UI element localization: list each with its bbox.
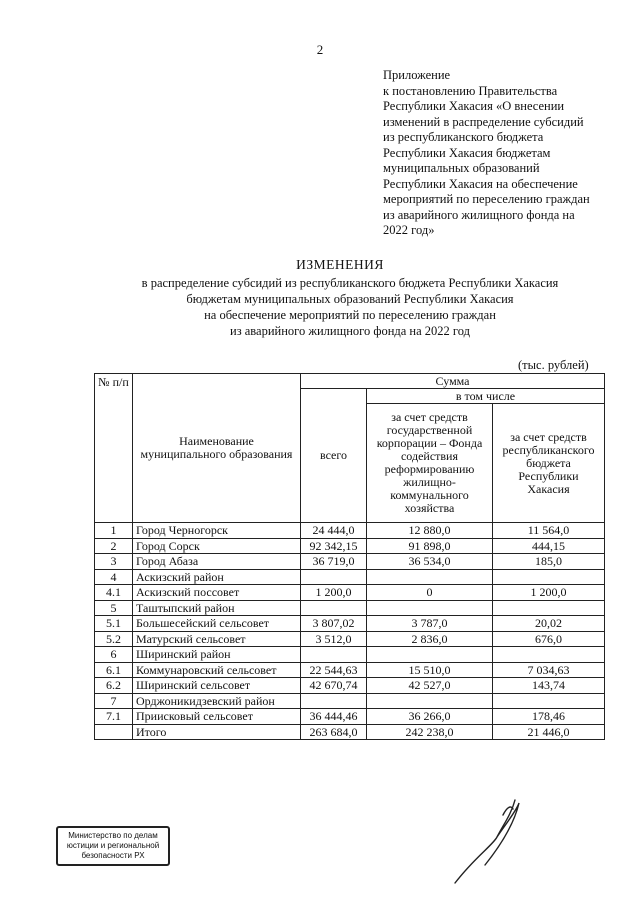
row-total <box>301 693 367 709</box>
row-fund: 15 510,0 <box>367 662 493 678</box>
row-total: 3 512,0 <box>301 631 367 647</box>
row-name: Большесейский сельсовет <box>133 616 301 632</box>
row-name: Ширинский сельсовет <box>133 678 301 694</box>
row-fund <box>367 647 493 663</box>
appendix-line: из республиканского бюджета <box>383 130 544 144</box>
row-republic: 7 034,63 <box>493 662 605 678</box>
row-republic: 185,0 <box>493 554 605 570</box>
header-including: в том числе <box>367 389 605 404</box>
row-republic: 143,74 <box>493 678 605 694</box>
header-republic: за счет средств республиканского бюджета Республики Хакасия <box>493 404 605 523</box>
appendix-line: Приложение <box>383 68 451 82</box>
appendix-line: мероприятий по переселению граждан <box>383 192 590 206</box>
row-total: 36 444,46 <box>301 709 367 725</box>
row-num: 3 <box>95 554 133 570</box>
subtitle-line: на обеспечение мероприятий по переселению граждан <box>204 308 496 322</box>
row-fund: 2 836,0 <box>367 631 493 647</box>
row-total: 92 342,15 <box>301 538 367 554</box>
table-row <box>95 585 605 601</box>
row-fund: 36 534,0 <box>367 554 493 570</box>
row-republic: 676,0 <box>493 631 605 647</box>
ministry-stamp <box>56 826 170 866</box>
appendix-line: Республики Хакасия «О внесении <box>383 99 565 113</box>
row-name: Город Черногорск <box>133 523 301 539</box>
row-fund <box>367 693 493 709</box>
row-num: 5 <box>95 600 133 616</box>
table-row <box>95 709 605 725</box>
row-name: Аскизский поссовет <box>133 585 301 601</box>
row-name: Город Абаза <box>133 554 301 570</box>
row-total: 3 807,02 <box>301 616 367 632</box>
document-subtitle <box>30 275 640 339</box>
appendix-line: изменений в распределение субсидий <box>383 114 584 129</box>
table-row <box>95 616 605 632</box>
row-num: 6.1 <box>95 662 133 678</box>
table-row <box>95 678 605 694</box>
table-row <box>95 693 605 709</box>
table-row <box>95 538 605 554</box>
appendix-line: муниципальных образований <box>383 161 540 175</box>
row-num: 2 <box>95 538 133 554</box>
table-row <box>95 662 605 678</box>
appendix-line: Республики Хакасия бюджетам <box>383 145 551 160</box>
row-total: 1 200,0 <box>301 585 367 601</box>
appendix-block <box>383 68 623 239</box>
appendix-line: из аварийного жилищного фонда на <box>383 207 575 222</box>
document-title: ИЗМЕНЕНИЯ <box>296 257 384 272</box>
row-num: 1 <box>95 523 133 539</box>
subtitle-line: из аварийного жилищного фонда на 2022 год <box>230 324 470 338</box>
row-total: 22 544,63 <box>301 662 367 678</box>
table-row <box>95 724 605 740</box>
header-total: всего <box>301 389 367 523</box>
stamp-line: Министерство по делам <box>68 831 158 840</box>
row-total <box>301 647 367 663</box>
row-name: Таштыпский район <box>133 600 301 616</box>
units-label: (тыс. рублей) <box>518 358 589 372</box>
header-num: № п/п <box>95 374 133 523</box>
appendix-line: Республики Хакасия на обеспечение <box>383 176 578 191</box>
row-num: 4.1 <box>95 585 133 601</box>
row-republic: 21 446,0 <box>493 724 605 740</box>
row-fund <box>367 569 493 585</box>
row-name: Приисковый сельсовет <box>133 709 301 725</box>
signature <box>445 795 535 890</box>
row-republic: 20,02 <box>493 616 605 632</box>
table-row <box>95 631 605 647</box>
stamp-line: безопасности РХ <box>81 851 145 860</box>
row-republic: 11 564,0 <box>493 523 605 539</box>
row-total: 24 444,0 <box>301 523 367 539</box>
subsidy-table <box>94 373 605 740</box>
row-fund: 3 787,0 <box>367 616 493 632</box>
row-fund: 0 <box>367 585 493 601</box>
table-row <box>95 600 605 616</box>
page-number: 2 <box>316 42 324 57</box>
row-name: Ширинский район <box>133 647 301 663</box>
table-row <box>95 523 605 539</box>
table-row <box>95 569 605 585</box>
table-row <box>95 554 605 570</box>
row-num: 5.2 <box>95 631 133 647</box>
row-republic <box>493 600 605 616</box>
row-name: Орджоникидзевский район <box>133 693 301 709</box>
subtitle-line: в распределение субсидий из республиканского бюджета Республики Хакасия <box>141 276 559 290</box>
appendix-line: 2022 год» <box>383 223 435 237</box>
row-fund: 91 898,0 <box>367 538 493 554</box>
row-republic <box>493 693 605 709</box>
row-num: 7.1 <box>95 709 133 725</box>
row-republic: 444,15 <box>493 538 605 554</box>
row-fund <box>367 600 493 616</box>
row-num <box>95 724 133 740</box>
row-name: Коммунаровский сельсовет <box>133 662 301 678</box>
subtitle-line: бюджетам муниципальных образований Республики Хакасия <box>186 292 514 306</box>
row-num: 7 <box>95 693 133 709</box>
row-republic: 178,46 <box>493 709 605 725</box>
row-total <box>301 569 367 585</box>
row-total: 36 719,0 <box>301 554 367 570</box>
row-fund: 242 238,0 <box>367 724 493 740</box>
row-total: 263 684,0 <box>301 724 367 740</box>
row-fund: 42 527,0 <box>367 678 493 694</box>
row-num: 6 <box>95 647 133 663</box>
row-num: 6.2 <box>95 678 133 694</box>
row-fund: 36 266,0 <box>367 709 493 725</box>
row-name: Итого <box>133 724 301 740</box>
row-name: Матурский сельсовет <box>133 631 301 647</box>
row-name: Город Сорск <box>133 538 301 554</box>
row-num: 5.1 <box>95 616 133 632</box>
row-name: Аскизский район <box>133 569 301 585</box>
row-republic <box>493 647 605 663</box>
header-name: Наименование муниципального образования <box>133 374 301 523</box>
row-fund: 12 880,0 <box>367 523 493 539</box>
row-republic: 1 200,0 <box>493 585 605 601</box>
stamp-line: юстиции и региональной <box>66 841 160 850</box>
header-sum: Сумма <box>301 374 605 389</box>
row-num: 4 <box>95 569 133 585</box>
row-total <box>301 600 367 616</box>
appendix-line: к постановлению Правительства <box>383 83 558 98</box>
row-total: 42 670,74 <box>301 678 367 694</box>
row-republic <box>493 569 605 585</box>
header-fund: за счет средств государственной корпорации – Фонда содействия реформированию жилищно-коммунального хозяйства <box>367 404 493 523</box>
table-row <box>95 647 605 663</box>
